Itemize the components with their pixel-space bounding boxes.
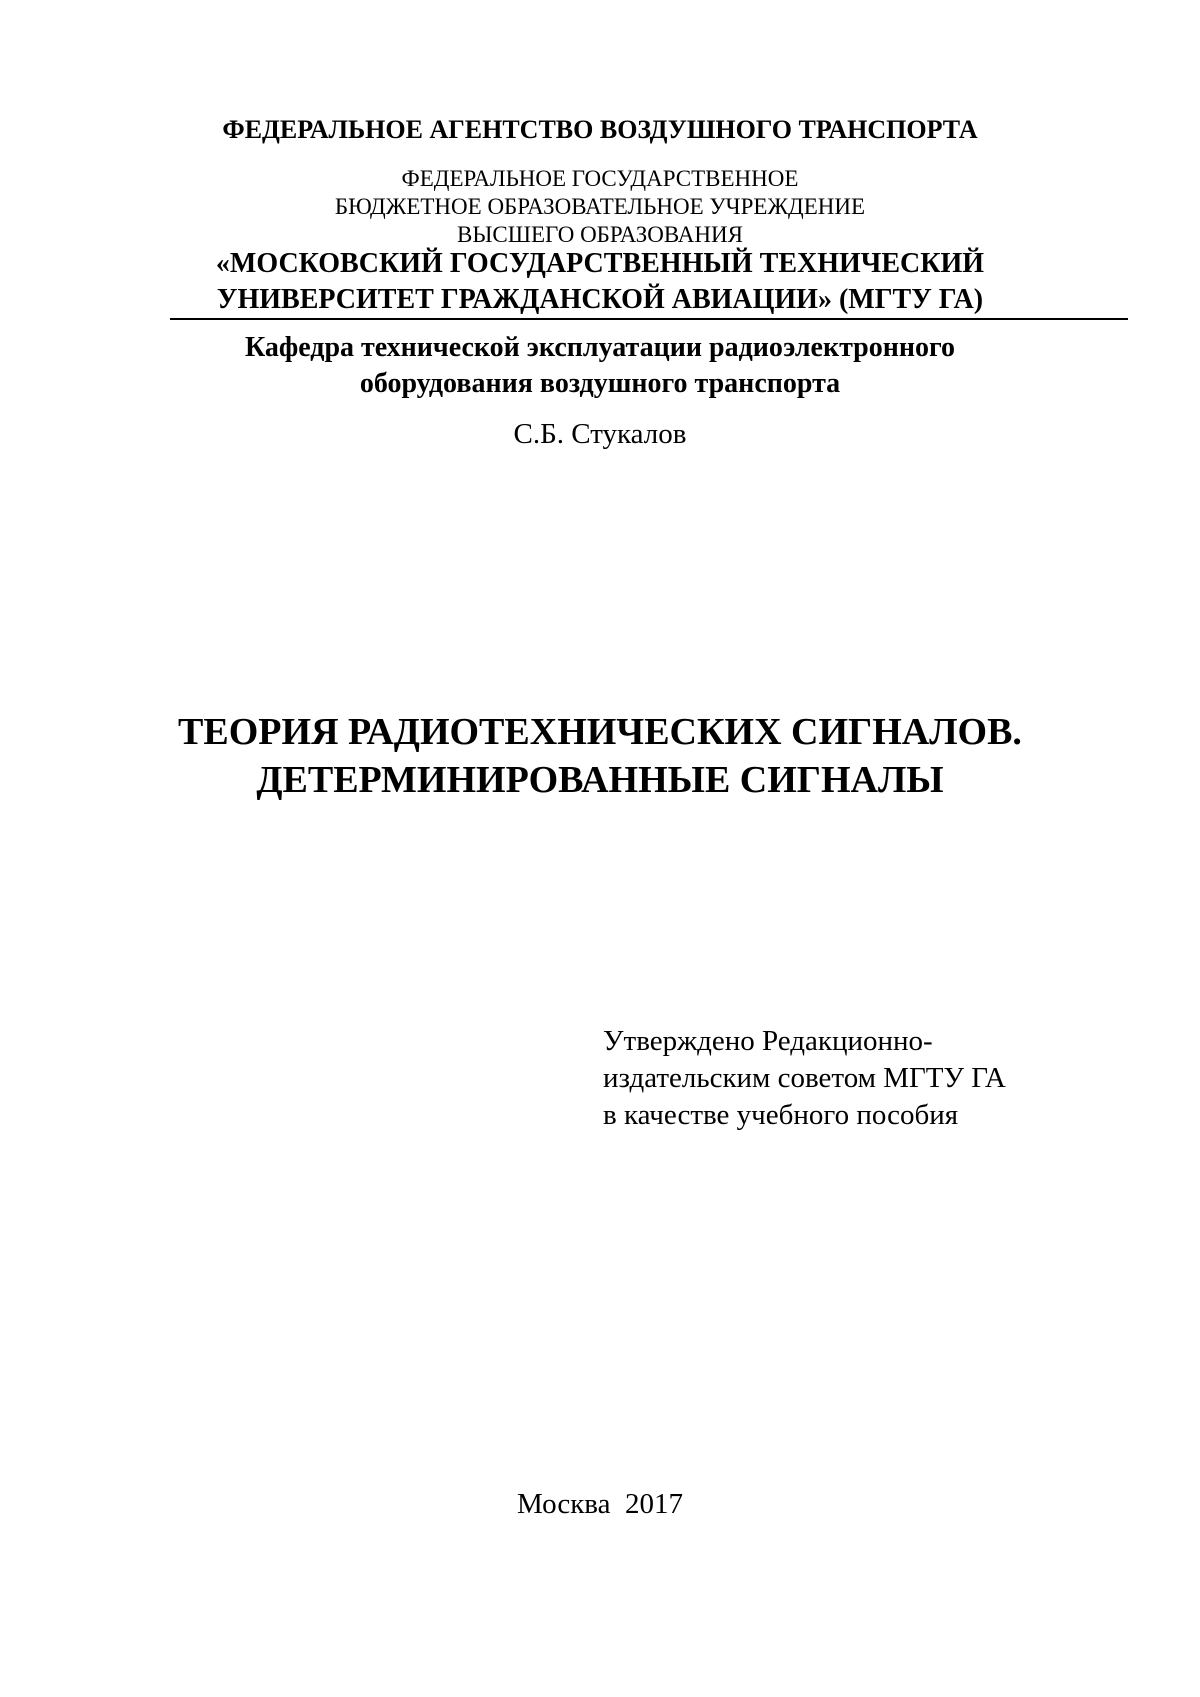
university-name-line-2: УНИВЕРСИТЕТ ГРАЖДАНСКОЙ АВИАЦИИ» (МГТУ ГА): [216, 284, 984, 315]
institution-line-1: ФЕДЕРАЛЬНОЕ ГОСУДАРСТВЕННОЕ: [401, 166, 799, 191]
institution-line-2: БЮДЖЕТНОЕ ОБРАЗОВАТЕЛЬНОЕ УЧРЕЖДЕНИЕ: [334, 194, 866, 219]
document-title-line-1: ТЕОРИЯ РАДИОТЕХНИЧЕСКИХ СИГНАЛОВ.: [178, 711, 1022, 753]
author-name: С.Б. Стукалов: [513, 418, 687, 450]
institution-line-3: ВЫСШЕГО ОБРАЗОВАНИЯ: [457, 222, 743, 247]
approval-note: [603, 1027, 1006, 1138]
department-line-2: оборудования воздушного транспорта: [359, 368, 841, 399]
approval-line-3: в качестве учебного пособия: [603, 1099, 959, 1131]
department-line-1: Кафедра технической эксплуатации радиоэлектронного: [244, 332, 956, 363]
agency-name: ФЕДЕРАЛЬНОЕ АГЕНТСТВО ВОЗДУШНОГО ТРАНСПОРТА: [222, 115, 978, 144]
header-divider: [170, 318, 1128, 320]
university-name-line-1: «МОСКОВСКИЙ ГОСУДАРСТВЕННЫЙ ТЕХНИЧЕСКИЙ: [215, 248, 985, 279]
approval-line-2: издательским советом МГТУ ГА: [603, 1062, 1006, 1094]
document-title-line-2: ДЕТЕРМИНИРОВАННЫЕ СИГНАЛЫ: [256, 759, 944, 801]
city-year: Москва 2017: [517, 1488, 683, 1520]
approval-line-1: Утверждено Редакционно-: [603, 1025, 933, 1057]
